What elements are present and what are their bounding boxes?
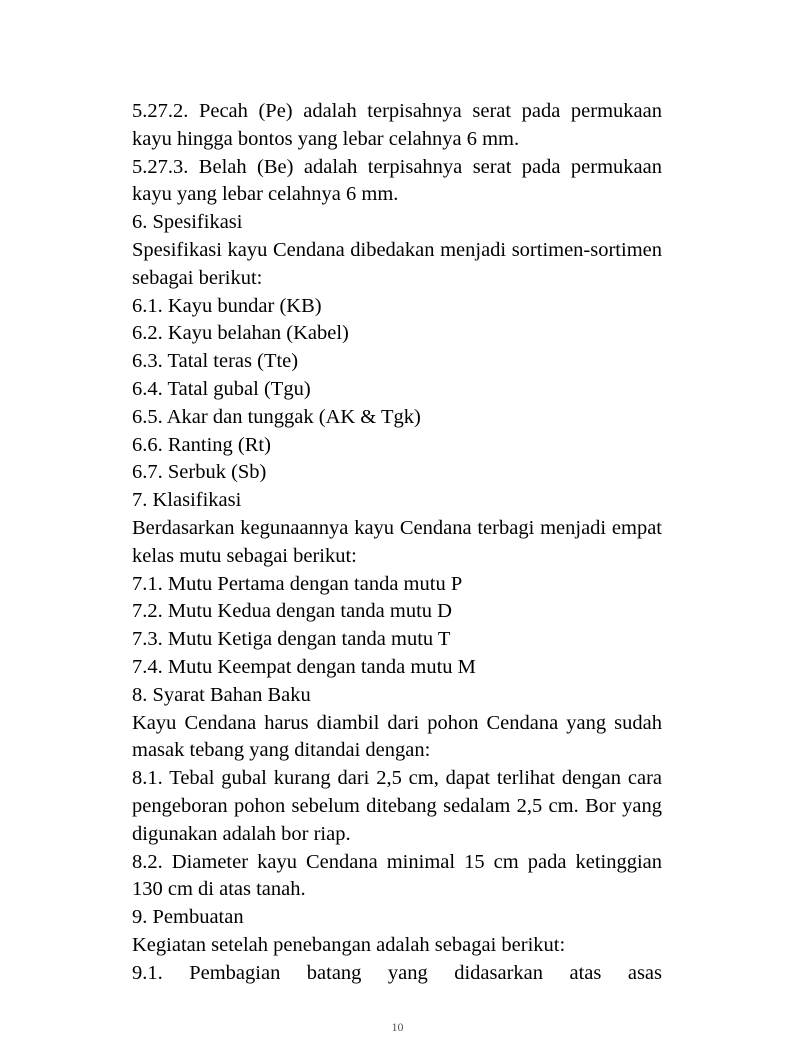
paragraph-5-27-3: 5.27.3. Belah (Be) adalah terpisahnya serat pada permukaan kayu yang lebar celahnya 6 mm. <box>132 155 662 206</box>
list-item-7-4: 7.4. Mutu Keempat dengan tanda mutu M <box>132 655 476 678</box>
list-item-7-1: 7.1. Mutu Pertama dengan tanda mutu P <box>132 572 463 595</box>
list-item-6-1: 6.1. Kayu bundar (KB) <box>132 294 322 317</box>
page-number: 10 <box>391 1020 404 1034</box>
paragraph-klasifikasi-intro: Berdasarkan kegunaannya kayu Cendana terbagi menjadi empat kelas mutu sebagai berikut: <box>132 516 662 567</box>
list-item-7-2: 7.2. Mutu Kedua dengan tanda mutu D <box>132 600 452 623</box>
paragraph-5-27-2: 5.27.2. Pecah (Pe) adalah terpisahnya serat pada permukaan kayu hingga bontos yang lebar celahnya 6 mm. <box>132 100 662 150</box>
heading-syarat-bahan-baku: 8. Syarat Bahan Baku <box>132 683 311 706</box>
list-item-7-3: 7.3. Mutu Ketiga dengan tanda mutu T <box>132 628 451 651</box>
page-body <box>132 98 662 988</box>
list-item-6-2: 6.2. Kayu belahan (Kabel) <box>132 322 349 345</box>
list-item-6-7: 6.7. Serbuk (Sb) <box>132 461 267 484</box>
heading-pembuatan: 9. Pembuatan <box>132 906 244 929</box>
paragraph-syarat-intro: Kayu Cendana harus diambil dari pohon Cendana yang sudah masak tebang yang ditandai dengan: <box>132 711 662 762</box>
list-item-9-1: 9.1. Pembagian batang yang didasarkan atas asas <box>132 961 662 984</box>
list-item-8-1: 8.1. Tebal gubal kurang dari 2,5 cm, dapat terlihat dengan cara pengeboran pohon sebelum ditebang sedalam 2,5 cm. Bor yang digunakan adalah bor riap. <box>132 767 662 845</box>
list-item-6-3: 6.3. Tatal teras (Tte) <box>132 350 299 373</box>
list-item-6-4: 6.4. Tatal gubal (Tgu) <box>132 377 311 400</box>
list-item-8-2: 8.2. Diameter kayu Cendana minimal 15 cm pada ketinggian 130 cm di atas tanah. <box>132 850 662 901</box>
list-item-6-5: 6.5. Akar dan tunggak (AK & Tgk) <box>132 405 421 428</box>
heading-klasifikasi: 7. Klasifikasi <box>132 489 242 512</box>
heading-spesifikasi: 6. Spesifikasi <box>132 211 243 234</box>
paragraph-pembuatan-intro: Kegiatan setelah penebangan adalah sebagai berikut: <box>132 933 566 956</box>
paragraph-spesifikasi-intro: Spesifikasi kayu Cendana dibedakan menjadi sortimen-sortimen sebagai berikut: <box>132 238 662 289</box>
list-item-6-6: 6.6. Ranting (Rt) <box>132 433 271 456</box>
